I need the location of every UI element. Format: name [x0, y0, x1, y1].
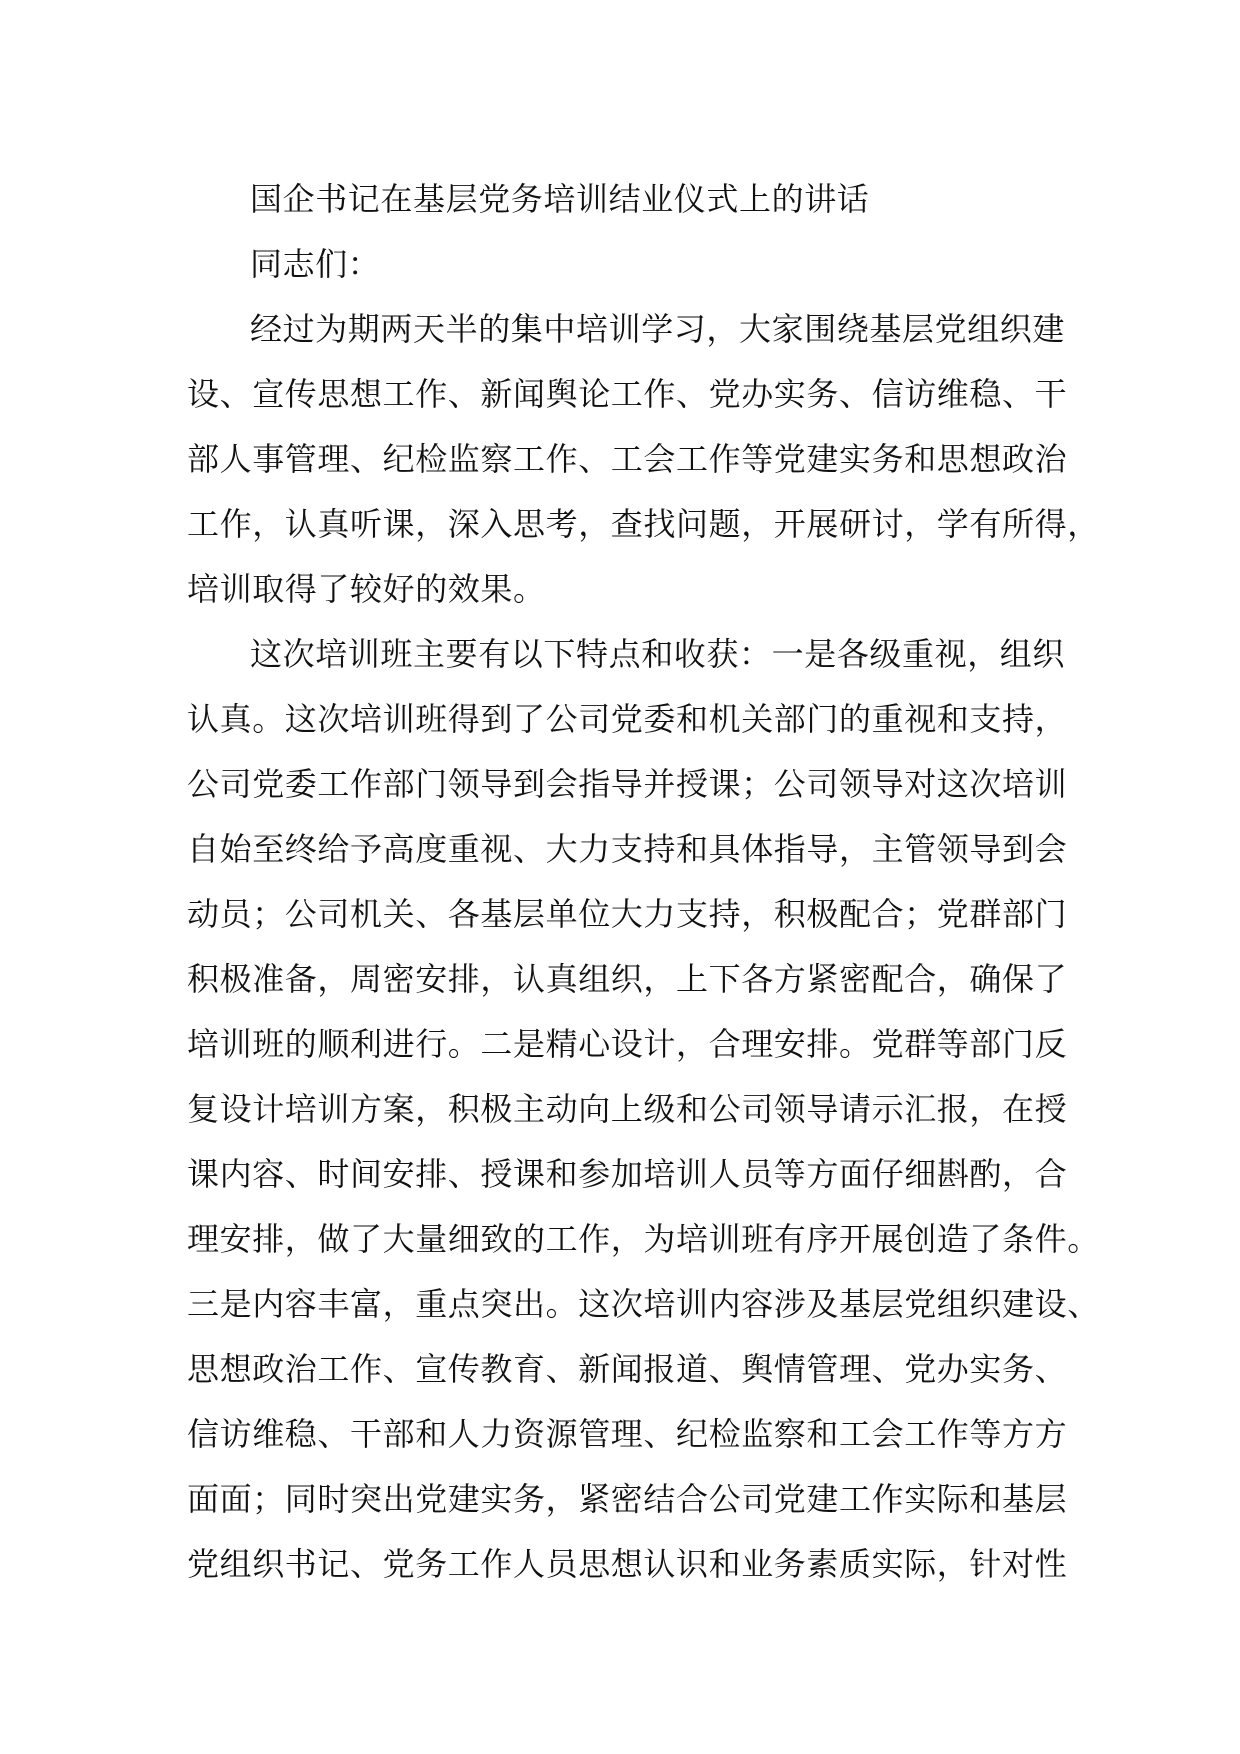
- body-line: 认真。这次培训班得到了公司党委和机关部门的重视和支持，: [187, 700, 1068, 738]
- body-line: 经过为期两天半的集中培训学习，大家围绕基层党组织建: [250, 310, 1066, 348]
- body-line: 课内容、时间安排、授课和参加培训人员等方面仔细斟酌，合: [187, 1155, 1068, 1193]
- salutation: 同志们：: [250, 245, 381, 283]
- body-line: 公司党委工作部门领导到会指导并授课；公司领导对这次培训: [187, 765, 1068, 803]
- body-line: 积极准备，周密安排，认真组织，上下各方紧密配合，确保了: [187, 960, 1068, 998]
- body-line: 信访维稳、干部和人力资源管理、纪检监察和工会工作等方方: [187, 1415, 1068, 1453]
- body-line: 理安排，做了大量细致的工作，为培训班有序开展创造了条件。: [187, 1220, 1100, 1258]
- body-line: 部人事管理、纪检监察工作、工会工作等党建实务和思想政治: [187, 440, 1068, 478]
- body-line: 思想政治工作、宣传教育、新闻报道、舆情管理、党办实务、: [187, 1350, 1068, 1388]
- body-line: 党组织书记、党务工作人员思想认识和业务素质实际，针对性: [187, 1545, 1068, 1583]
- body-line: 设、宣传思想工作、新闻舆论工作、党办实务、信访维稳、干: [187, 375, 1068, 413]
- body-line: 自始至终给予高度重视、大力支持和具体指导，主管领导到会: [187, 830, 1068, 868]
- body-line: 工作，认真听课，深入思考，查找问题，开展研讨，学有所得，: [187, 505, 1100, 543]
- body-line: 复设计培训方案，积极主动向上级和公司领导请示汇报，在授: [187, 1090, 1068, 1128]
- body-line: 面面；同时突出党建实务，紧密结合公司党建工作实际和基层: [187, 1480, 1068, 1518]
- body-line: 动员；公司机关、各基层单位大力支持，积极配合；党群部门: [187, 895, 1068, 933]
- body-line: 培训取得了较好的效果。: [187, 570, 546, 608]
- document-title: 国企书记在基层党务培训结业仪式上的讲话: [250, 180, 870, 218]
- body-line: 三是内容丰富，重点突出。这次培训内容涉及基层党组织建设、: [187, 1285, 1100, 1323]
- body-line: 这次培训班主要有以下特点和收获：一是各级重视，组织: [250, 635, 1066, 673]
- body-line: 培训班的顺利进行。二是精心设计，合理安排。党群等部门反: [187, 1025, 1068, 1063]
